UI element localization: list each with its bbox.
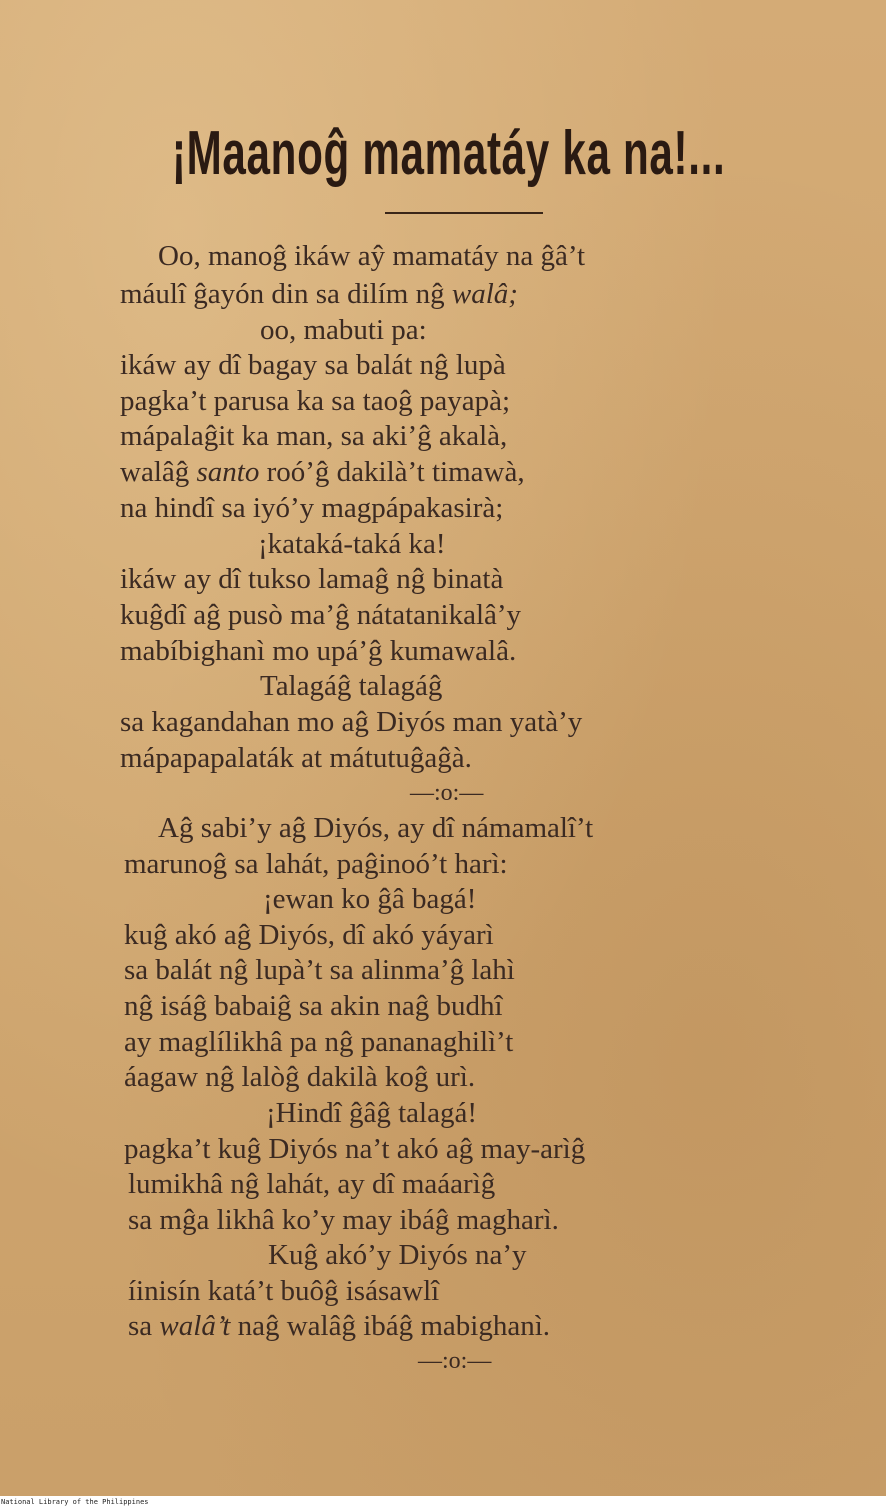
poem-line: sa balát nĝ lupà’t sa alinma’ĝ lahì xyxy=(124,954,515,986)
italic-word: walâ; xyxy=(451,278,518,310)
poem-line: Aĝ sabi’y aĝ Diyós, ay dî námamalî’t xyxy=(158,812,594,844)
line-text: máulî ĝayón din sa dilím nĝ xyxy=(120,278,452,310)
poem-line xyxy=(120,456,525,488)
poem-line: mápalaĝit ka man, sa aki’ĝ akalà, xyxy=(120,420,508,452)
poem-line: Oo, manoĝ ikáw aŷ mamatáy na ĝâ’t xyxy=(158,240,586,272)
poem-line: sa kagandahan mo aĝ Diyós man yatà’y xyxy=(120,706,583,738)
poem-line: Kuĝ akó’y Diyós na’y xyxy=(268,1239,527,1271)
line-text: roó’ĝ dakilà’t timawà, xyxy=(259,456,525,488)
footer-bar xyxy=(0,1496,886,1508)
line-text: sa xyxy=(128,1310,160,1342)
poem-line: kuĝ akó aĝ Diyós, dî akó yáyarì xyxy=(124,919,494,951)
poem-line: pagka’t parusa ka sa taoĝ payapà; xyxy=(120,385,510,417)
poem-line: sa mĝa likhâ ko’y may ibáĝ magharì. xyxy=(128,1204,559,1236)
line-text: naĝ walâĝ ibáĝ mabighanì. xyxy=(230,1310,551,1342)
poem-line: ikáw ay dî bagay sa balát nĝ lupà xyxy=(120,349,506,381)
poem-line: nĝ isáĝ babaiĝ sa akin naĝ budhî xyxy=(124,990,503,1022)
poem-line: ¡kataká-taká ka! xyxy=(258,528,446,560)
poem-line: na hindî sa iyó’y magpápakasirà; xyxy=(120,492,504,524)
poem-line: lumikhâ nĝ lahát, ay dî maáarìĝ xyxy=(128,1168,496,1200)
poem-line: ikáw ay dî tukso lamaĝ nĝ binatà xyxy=(120,563,504,595)
poem-line: kuĝdî aĝ pusò ma’ĝ nátatanikalâ’y xyxy=(120,599,522,631)
poem-line xyxy=(128,1310,550,1342)
poem-line: ¡ewan ko ĝâ bagá! xyxy=(263,883,477,915)
section-divider: —:o:— xyxy=(410,780,484,806)
section-divider: —:o:— xyxy=(418,1348,492,1374)
poem-line: mabíbighanì mo upá’ĝ kumawalâ. xyxy=(120,635,517,667)
poem-line: ay maglílikhâ pa nĝ pananaghilì’t xyxy=(124,1026,514,1058)
poem-line: marunoĝ sa lahát, paĝinoó’t harì: xyxy=(124,848,508,880)
line-text: walâĝ xyxy=(120,456,197,488)
poem-line xyxy=(120,278,518,310)
page-title: ¡Maanoĝ mamatáy ka na!... xyxy=(171,119,726,188)
poem-line: ¡Hindî ĝâĝ talagá! xyxy=(266,1097,477,1129)
poem-line: mápapapalaták at mátutuĝaĝà. xyxy=(120,742,472,774)
italic-word: walâ’t xyxy=(159,1310,231,1342)
poem-line: íinisín katá’t buôĝ isásawlî xyxy=(128,1275,440,1307)
poem-line: oo, mabuti pa: xyxy=(260,314,427,346)
footer-credit: National Library of the Philippines xyxy=(1,1498,149,1506)
italic-word: santo xyxy=(196,456,260,488)
poem-line: áagaw nĝ lalòĝ dakilà koĝ urì. xyxy=(124,1061,476,1093)
poem-line: pagka’t kuĝ Diyós na’t akó aĝ may-arìĝ xyxy=(124,1133,586,1165)
poem-line: Talagáĝ talagáĝ xyxy=(260,670,443,702)
